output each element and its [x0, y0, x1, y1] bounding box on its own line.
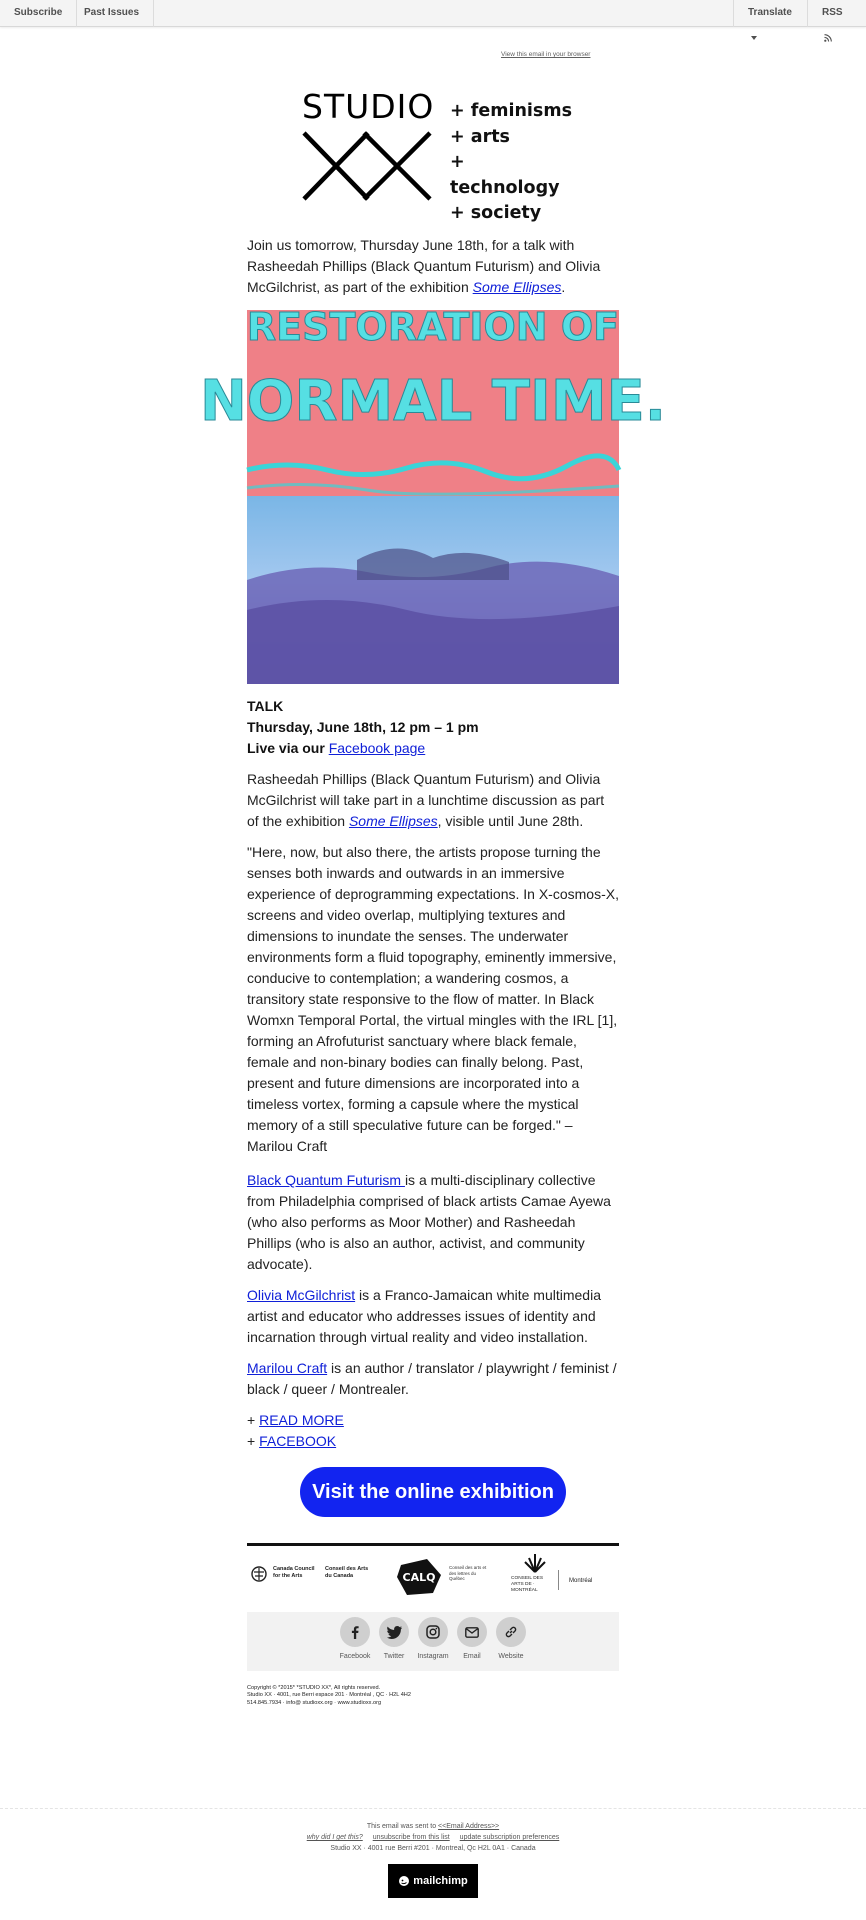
event-type: TALK [247, 698, 284, 714]
canada-council-en: Canada Council for the Arts [273, 1566, 315, 1579]
footer-sent-to [0, 1823, 866, 1830]
unsubscribe-link[interactable]: unsubscribe from this list [372, 1834, 450, 1841]
tagline-technology: + technology [450, 152, 560, 198]
subscribe-link[interactable]: Subscribe [0, 0, 77, 27]
cam-text: CONSEIL DES ARTS DE · MONTRÉAL [511, 1576, 544, 1593]
past-issues-link[interactable]: Past Issues [70, 0, 154, 27]
divider [247, 1543, 619, 1546]
mailchimp-badge[interactable] [388, 1864, 478, 1898]
bio-bqf [247, 1170, 619, 1275]
bio-marilou [247, 1358, 619, 1400]
visit-online-exhibition-button[interactable]: Visit the online exhibition [300, 1467, 566, 1517]
quote-paragraph: "Here, now, but also there, the artists propose turning the senses both inwards and outwards in an immersive experience of deprogramming expectations. In X-cosmos-X, screens and video overlap, multiplying textures and dimensions to inundate the senses. The underwater environments form a fluid topography, eminently immersive, conducive to contemplation; a wandering cosmos, a transitory state responsive to the flow of matter. In Black Womxn Temporal Portal, the virtual mingles with the IRL [1], forming an Afrofuturist sanctuary where black female, female and non-binary bodies can finally belong. Past, present and future dimensions are incorporated into a timeless vortex, forming a capsule where the mystical memory of a still speculative future can be forged." – Marilou Craft [247, 844, 619, 1154]
email-address-link[interactable]: <<Email Address>> [438, 1823, 500, 1830]
bio-olivia-text: is a Franco-Jamaican white multimedia artist and educator who addresses issues of identity and incarnation through virtual reality and video installation. [247, 1287, 601, 1345]
logo-wordmark: STUDIO [302, 87, 435, 126]
bio-bqf-text: is a multi-disciplinary collective from Philadelphia comprised of black artists Camae Ayewa (who also performs as Moor Mother) and Rasheedah Phillips (who is also an author, activist, and community advocate). [247, 1172, 611, 1272]
instagram-label: Instagram [417, 1653, 449, 1660]
view-in-browser-link[interactable]: View this email in your browser [501, 51, 591, 58]
poster-line-2: NORMAL TIME. [199, 369, 667, 434]
tagline-feminisms: + feminisms [450, 101, 572, 121]
event-block [247, 696, 619, 759]
logo-tagline [450, 99, 572, 227]
instagram-icon [418, 1617, 448, 1647]
description-paragraph [247, 769, 619, 832]
black-quantum-futurism-link[interactable]: Black Quantum Futurism [247, 1172, 405, 1188]
why-did-i-get-this-link[interactable]: why did I get this? [306, 1834, 363, 1841]
bio-marilou-text: is an author / translator / playwright / feminist / black / queer / Montrealer. [247, 1360, 617, 1397]
logo-xx-mark [302, 131, 432, 201]
email-icon [457, 1617, 487, 1647]
intro-text: Join us tomorrow, Thursday June 18th, for a talk with Rasheedah Phillips (Black Quantum Futurism) and Olivia McGilchrist, as part of the exhibition [247, 237, 601, 295]
description-end: , visible until June 28th. [437, 813, 584, 829]
email-label: Email [463, 1653, 481, 1660]
studio-xx-logo[interactable] [302, 87, 572, 223]
hero-image[interactable] [199, 305, 667, 684]
link-icon [496, 1617, 526, 1647]
marilou-craft-link[interactable]: Marilou Craft [247, 1360, 328, 1376]
sponsor-logos [247, 1552, 619, 1602]
footer-links [0, 1834, 866, 1841]
read-more-link[interactable]: READ MORE [259, 1412, 344, 1428]
some-ellipses-link[interactable]: Some Ellipses [472, 279, 562, 295]
copyright-line: Copyright © *2015* *STUDIO XX*, All rights reserved. [247, 1685, 381, 1691]
canada-council-fr: Conseil des Arts du Canada [325, 1566, 369, 1579]
address-line: Studio XX · 4001, rue Berri espace 201 · Montréal , QC · H2L 4H2 [247, 1692, 411, 1699]
rss-label: RSS [822, 7, 843, 18]
social-instagram[interactable] [413, 1617, 453, 1660]
read-more-prefix: + [247, 1412, 260, 1428]
footer-address: Studio XX · 4001 rue Berri #201 · Montreal, Qc H2L 0A1 · Canada [330, 1845, 536, 1852]
olivia-mcgilchrist-link[interactable]: Olivia McGilchrist [247, 1287, 356, 1303]
social-bar [247, 1612, 619, 1671]
mailchimp-icon [398, 1875, 410, 1887]
rss-icon [824, 34, 832, 42]
sent-prefix: This email was sent to [366, 1823, 439, 1830]
calq-subtitle: Conseil des arts et des lettres du Québec [449, 1565, 487, 1581]
translate-label: Translate [748, 7, 792, 18]
facebook-link[interactable]: FACEBOOK [259, 1433, 337, 1449]
facebook-label: Facebook [339, 1653, 371, 1660]
facebook-page-link[interactable]: Facebook page [328, 740, 426, 756]
twitter-label: Twitter [383, 1653, 405, 1660]
footer-divider [0, 1808, 866, 1809]
poster-line-1: RESTORATION OF [246, 305, 620, 349]
intro-end: . [561, 279, 566, 295]
facebook-prefix: + [247, 1433, 260, 1449]
event-live-prefix: Live via our [247, 740, 329, 756]
social-website[interactable] [491, 1617, 531, 1660]
event-date: Thursday, June 18th, 12 pm – 1 pm [247, 719, 479, 735]
montreal-logo-text: Montréal [569, 1578, 593, 1584]
calq-logo [397, 1559, 441, 1595]
hero-artwork [199, 305, 667, 684]
contact-line: 514.845.7934 · info@ studioxx.org · www.studioxx.org [247, 1699, 382, 1706]
chevron-down-icon [751, 36, 757, 40]
some-ellipses-link-2[interactable]: Some Ellipses [348, 813, 438, 829]
copyright-block [247, 1685, 411, 1707]
social-facebook[interactable] [335, 1617, 375, 1660]
rss-link[interactable] [807, 0, 866, 27]
more-links [247, 1410, 619, 1452]
description-text: Rasheedah Phillips (Black Quantum Futurism) and Olivia McGilchrist will take part in a lunchtime discussion as part of the exhibition [247, 771, 605, 829]
bio-olivia [247, 1285, 619, 1348]
translate-dropdown[interactable] [733, 0, 807, 27]
tagline-arts: + arts [450, 126, 510, 147]
canada-council-logo [251, 1566, 267, 1582]
website-label: Website [498, 1653, 524, 1660]
social-email[interactable] [452, 1617, 492, 1660]
tagline-society: + society [450, 203, 542, 223]
social-twitter[interactable] [374, 1617, 414, 1660]
intro-paragraph [247, 235, 619, 298]
twitter-icon [379, 1617, 409, 1647]
top-nav-bar [0, 0, 866, 27]
sponsor-separator [558, 1570, 559, 1590]
update-preferences-link[interactable]: update subscription preferences [459, 1834, 560, 1841]
facebook-icon [340, 1617, 370, 1647]
mailchimp-label: mailchimp [413, 1875, 468, 1887]
cam-logo [523, 1552, 547, 1574]
calq-text: CALQ [402, 1571, 436, 1584]
